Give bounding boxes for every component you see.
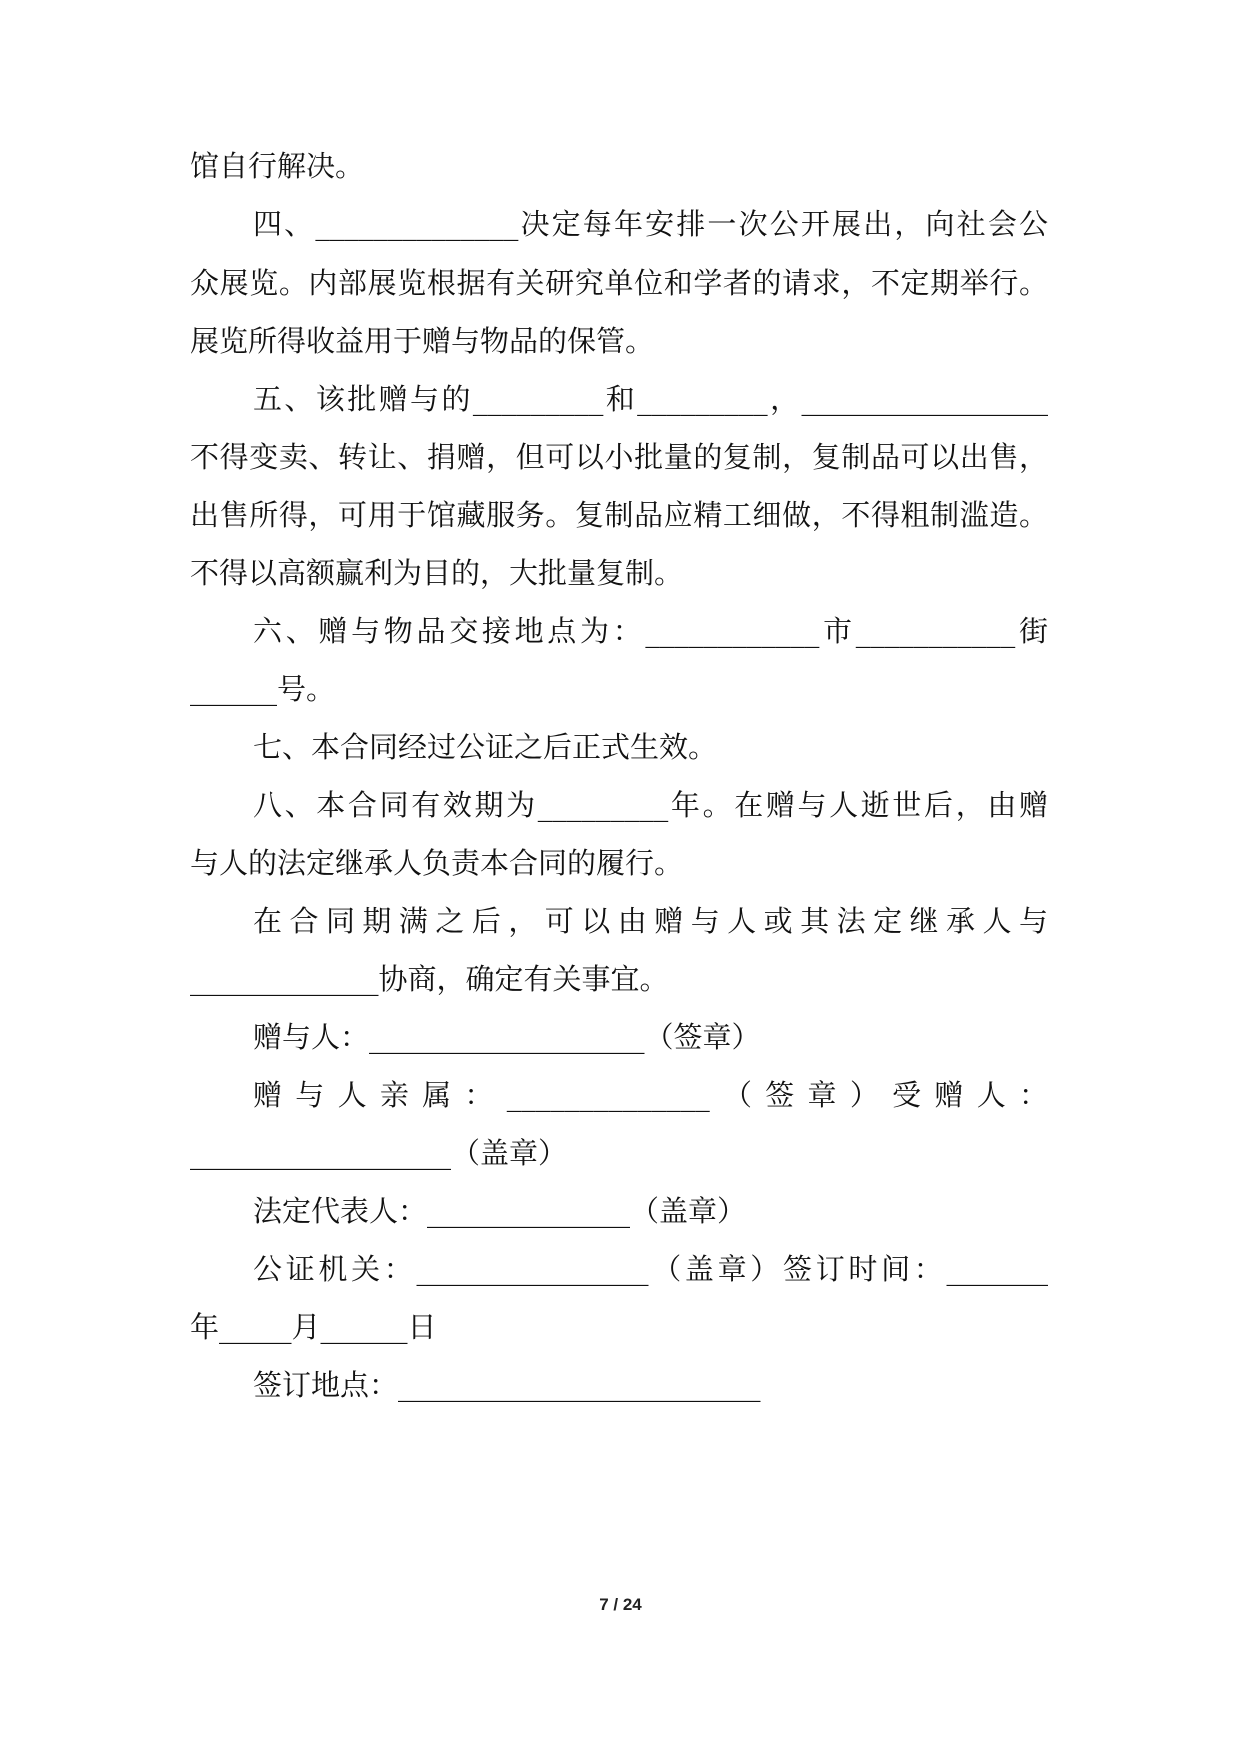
paragraph-line: ______号。 [190,672,336,706]
recipient-seal-line: __________________（盖章） [190,1136,568,1170]
clause-seven-line: 七、本合同经过公证之后正式生效。 [253,730,718,764]
paragraph-line: 与人的法定继承人负责本合同的履行。 [190,846,684,880]
donor-relative-signature-line: 赠与人亲属：______________（签章）受赠人： [253,1078,1048,1112]
legal-representative-line: 法定代表人：______________（盖章） [253,1194,747,1228]
paragraph-line: 展览所得收益用于赠与物品的保管。 [190,324,655,358]
clause-four-line: 四、______________决定每年安排一次公开展出，向社会公 [253,207,1048,241]
paragraph-line: 出售所得，可用于馆藏服务。复制品应精工细做，不得粗制滥造。 [190,498,1048,532]
paragraph-line: 在合同期满之后，可以由赠与人或其法定继承人与 [253,904,1048,938]
signing-place-line: 签订地点：_________________________ [253,1368,761,1402]
signing-date-line: 年_____月______日 [190,1310,437,1344]
clause-eight-line: 八、本合同有效期为_________年。在赠与人逝世后，由赠 [253,788,1048,822]
paragraph-line: 众展览。内部展览根据有关研究单位和学者的请求，不定期举行。 [190,266,1048,300]
paragraph-line: _____________协商，确定有关事宜。 [190,962,669,996]
clause-five-line: 五、该批赠与的_________和_________，_________________ [253,382,1048,416]
paragraph-line: 不得以高额赢利为目的，大批量复制。 [190,556,684,590]
paragraph-line: 馆自行解决。 [190,149,365,183]
donor-signature-line: 赠与人：___________________（签章） [253,1020,761,1054]
page-number: 7 / 24 [599,1595,642,1614]
clause-six-line: 六、赠与物品交接地点为：____________市___________街 [253,614,1048,648]
notary-line: 公证机关：________________（盖章）签订时间：_______ [253,1252,1048,1286]
paragraph-line: 不得变卖、转让、捐赠，但可以小批量的复制，复制品可以出售， [190,440,1048,474]
